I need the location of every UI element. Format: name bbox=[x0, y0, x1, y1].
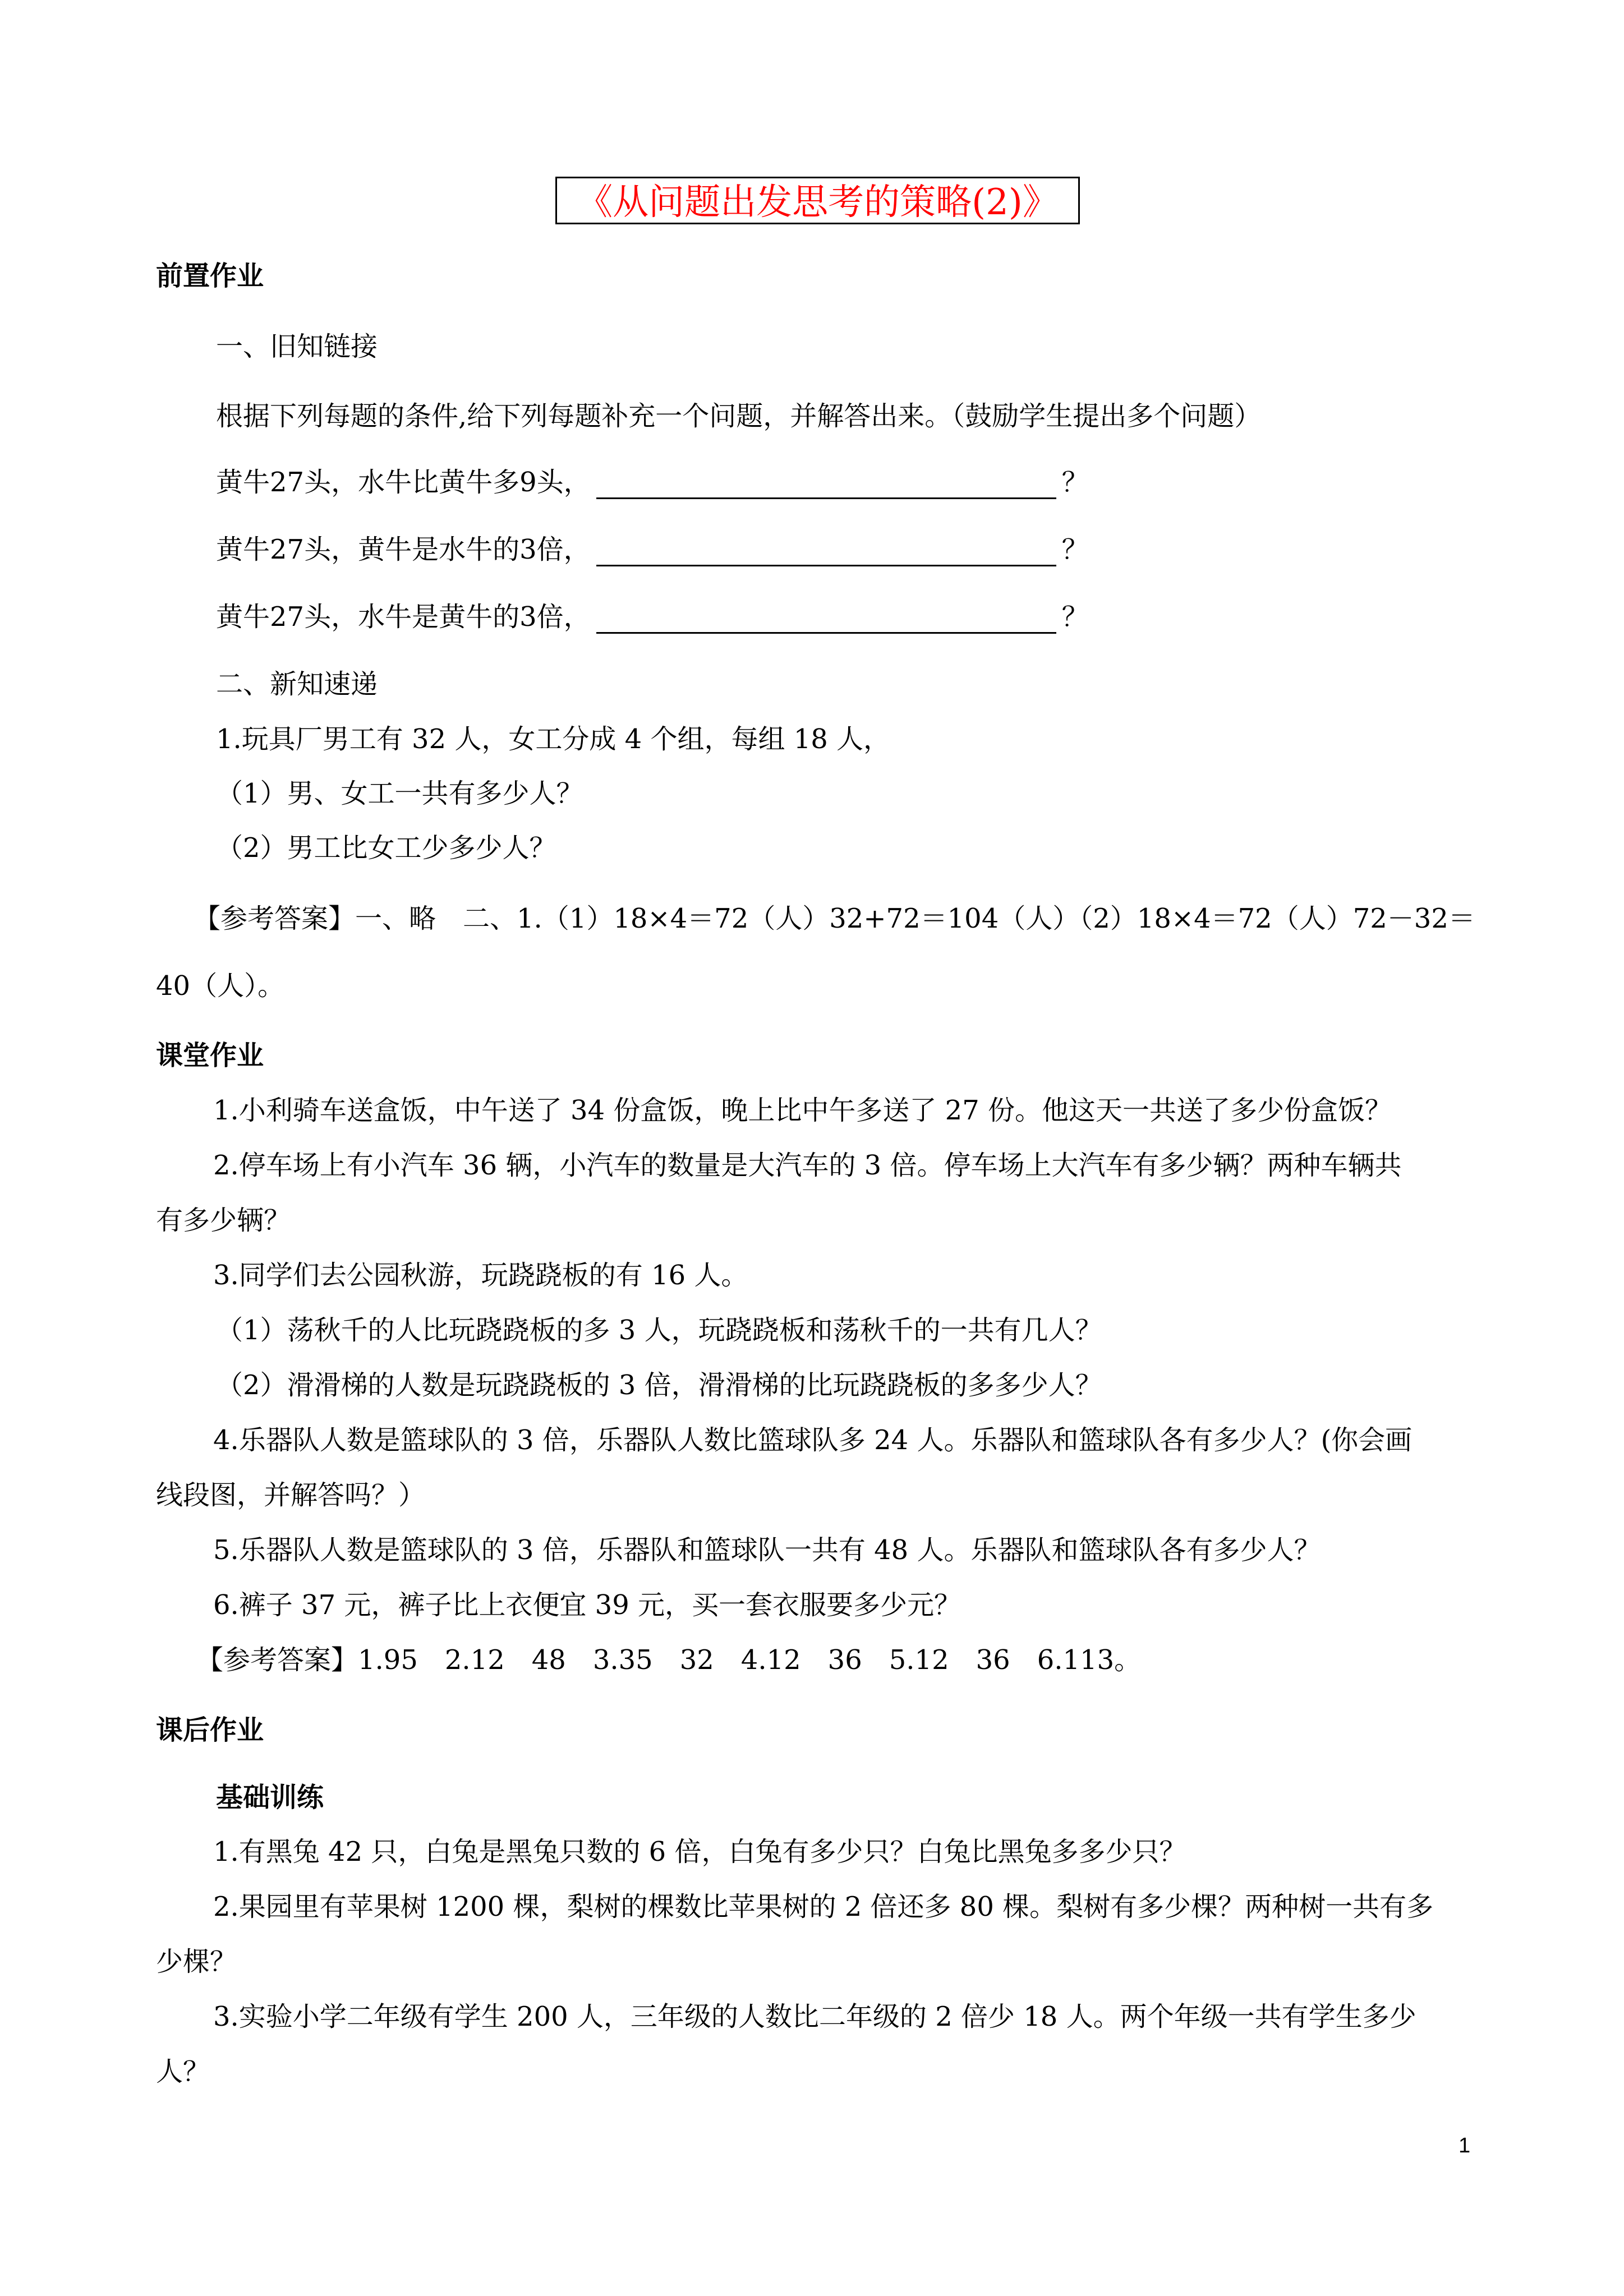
sub-question-text: （1）男、女工一共有多少人？ bbox=[216, 778, 583, 809]
sub-question-text: （2）男工比女工少多少人？ bbox=[216, 832, 556, 864]
answer-text: 40（人）。 bbox=[156, 970, 285, 1002]
instruction-text: 根据下列每题的条件,给下列每题补充一个问题，并解答出来。（鼓励学生提出多个问题） bbox=[216, 400, 1262, 432]
question-text: 1.有黑兔 42 只，白兔是黑兔只数的 6 倍，白兔有多少只？白兔比黑兔多多少只？ bbox=[213, 1836, 1186, 1868]
fill-item bbox=[216, 533, 1089, 566]
part1-heading: 一、旧知链接 bbox=[216, 331, 378, 362]
answer-blank[interactable] bbox=[596, 472, 1056, 499]
fill-item-end: ？ bbox=[1061, 601, 1089, 633]
page-number: 1 bbox=[1459, 2134, 1471, 2157]
section-heading-after: 课后作业 bbox=[156, 1714, 264, 1746]
fill-item-text: 黄牛27头，黄牛是水牛的3倍， bbox=[216, 534, 591, 565]
fill-item-text: 黄牛27头，水牛是黄牛的3倍， bbox=[216, 601, 591, 633]
question-text: 有多少辆？ bbox=[156, 1205, 291, 1236]
question-text: 4.乐器队人数是篮球队的 3 倍，乐器队人数比篮球队多 24 人。乐器队和篮球队各有多少人？(你会画 bbox=[213, 1424, 1413, 1456]
question-text: 3.同学们去公园秋游，玩跷跷板的有 16 人。 bbox=[213, 1260, 748, 1291]
answer-text: 【参考答案】一、略 二、1.（1）18×4＝72（人）32+72＝104（人）（2）18×4＝72（人）72－32＝ bbox=[194, 903, 1475, 934]
section-heading-class: 课堂作业 bbox=[156, 1040, 264, 1071]
question-text: 少棵？ bbox=[156, 1946, 237, 1977]
fill-item-text: 黄牛27头，水牛比黄牛多9头， bbox=[216, 467, 591, 498]
page-title: 《从问题出发思考的策略(2)》 bbox=[577, 182, 1059, 223]
question-text: 人？ bbox=[156, 2056, 210, 2087]
question-text: 5.乐器队人数是篮球队的 3 倍，乐器队和篮球队一共有 48 人。乐器队和篮球队各有多少人？ bbox=[213, 1534, 1321, 1566]
section-heading-pre: 前置作业 bbox=[156, 260, 264, 292]
question-text: 6.裤子 37 元，裤子比上衣便宜 39 元，买一套衣服要多少元？ bbox=[213, 1589, 961, 1621]
question-text: 线段图，并解答吗？） bbox=[156, 1479, 426, 1511]
question-text: 1.玩具厂男工有 32 人，女工分成 4 个组，每组 18 人， bbox=[216, 723, 891, 755]
question-text: 1.小利骑车送盒饭，中午送了 34 份盒饭，晚上比中午多送了 27 份。他这天一共送了多少份盒饭？ bbox=[213, 1095, 1392, 1126]
question-text: 2.停车场上有小汽车 36 辆，小汽车的数量是大汽车的 3 倍。停车场上大汽车有多少辆？两种车辆共 bbox=[213, 1150, 1402, 1181]
part2-heading: 二、新知速递 bbox=[216, 668, 378, 700]
fill-item bbox=[216, 600, 1089, 634]
fill-item-end: ？ bbox=[1061, 534, 1089, 565]
sub-question-text: （1）荡秋千的人比玩跷跷板的多 3 人，玩跷跷板和荡秋千的一共有几人？ bbox=[216, 1315, 1102, 1346]
fill-item-end: ？ bbox=[1061, 467, 1089, 498]
answer-blank[interactable] bbox=[596, 539, 1056, 566]
answer-blank[interactable] bbox=[596, 606, 1056, 634]
question-text: 2.果园里有苹果树 1200 棵，梨树的棵数比苹果树的 2 倍还多 80 棵。梨树有多少棵？两种树一共有多 bbox=[213, 1891, 1434, 1922]
fill-item bbox=[216, 465, 1089, 499]
question-text: 3.实验小学二年级有学生 200 人，三年级的人数比二年级的 2 倍少 18 人。两个年级一共有学生多少 bbox=[213, 2001, 1416, 2032]
title-box bbox=[555, 177, 1080, 224]
sub-heading: 基础训练 bbox=[216, 1782, 324, 1813]
answer-text: 【参考答案】1.95 2.12 48 3.35 32 4.12 36 5.12 36 6.113。 bbox=[196, 1644, 1142, 1676]
sub-question-text: （2）滑滑梯的人数是玩跷跷板的 3 倍，滑滑梯的比玩跷跷板的多多少人？ bbox=[216, 1370, 1102, 1401]
